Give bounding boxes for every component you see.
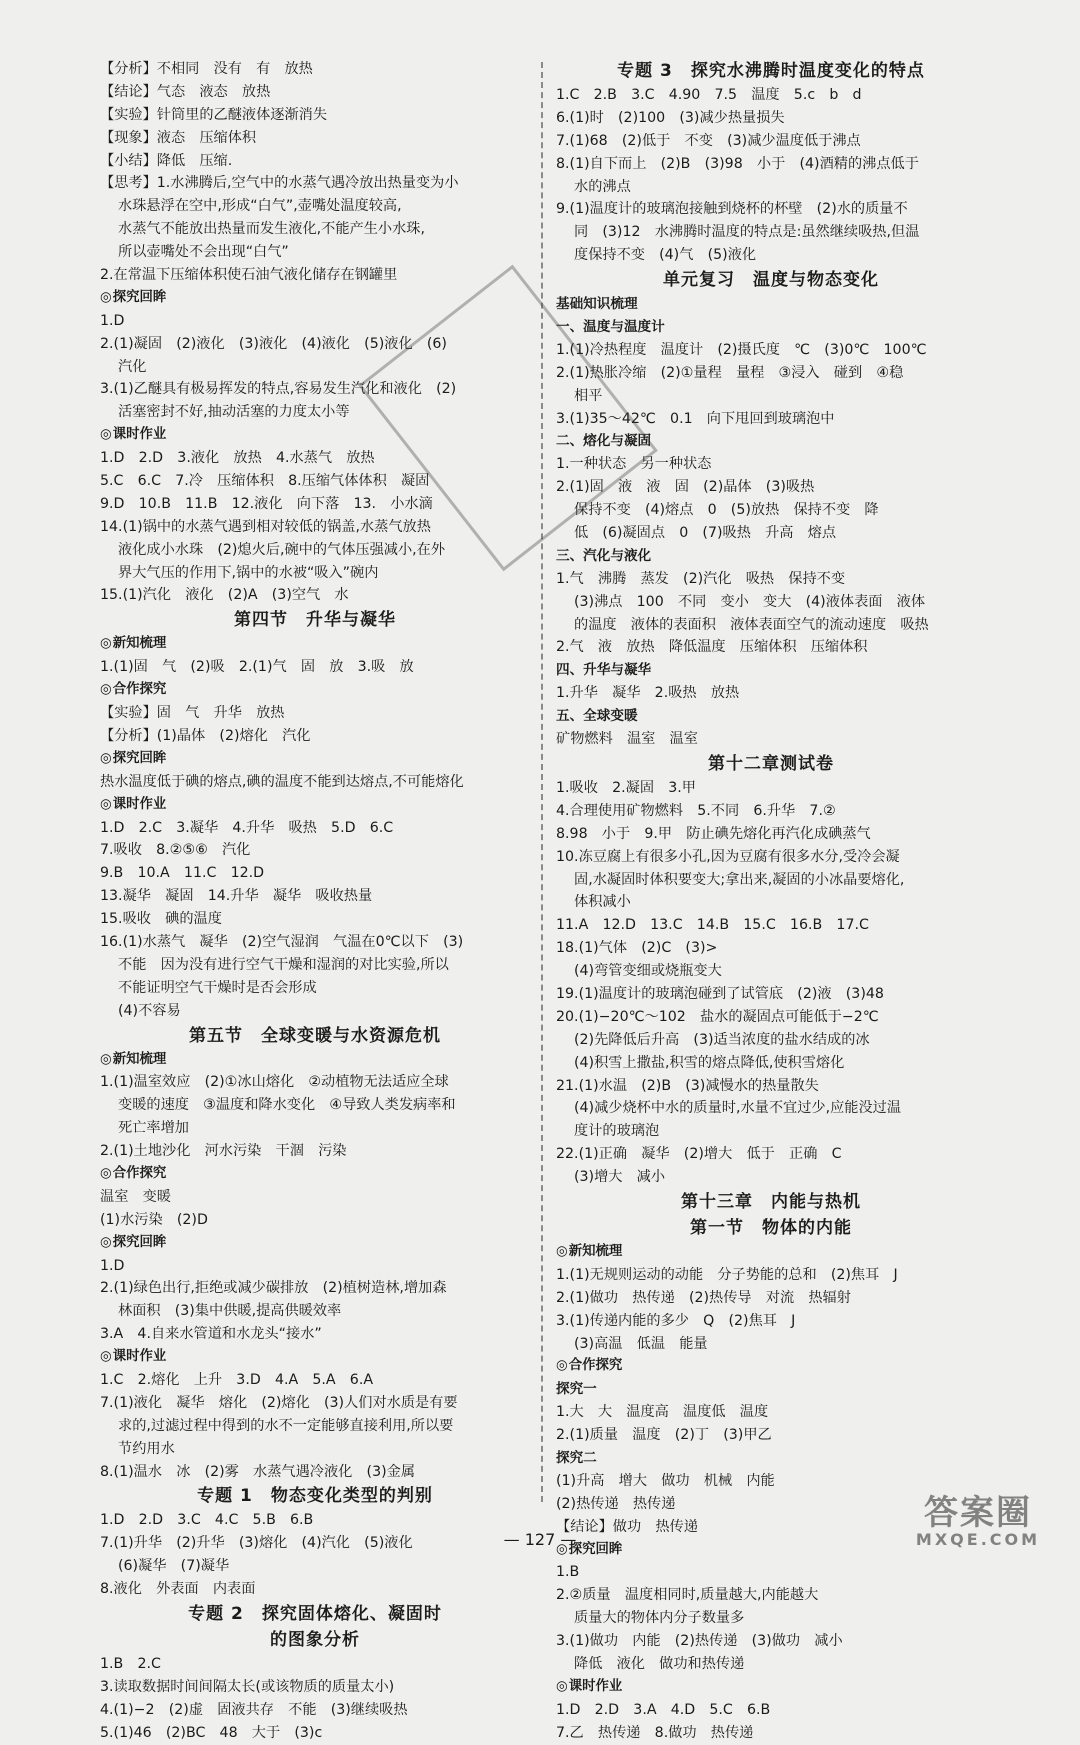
answer-line: 22.(1)正确 凝华 (2)增大 低于 正确 C (556, 1146, 842, 1163)
answer-line: 2.在常温下压缩体积使石油气液化储存在钢罐里 (100, 267, 398, 284)
answer-line: 界大气压的作用下,锅中的水被“吸入”碗内 (118, 564, 379, 581)
answer-line: 7.吸收 8.②⑤⑥ 汽化 (100, 842, 251, 859)
answer-line: 3.(1)35～42℃ 0.1 向下甩回到玻璃泡中 (556, 410, 835, 427)
answer-line: (3)高温 低温 能量 (574, 1335, 708, 1352)
answer-line: 1.(1)温室效应 (2)①冰山熔化 ②动植物无法适应全球 (100, 1074, 449, 1091)
answer-line: 相平 (574, 387, 603, 404)
topic-label: 五、全球变暖 (556, 708, 638, 725)
answer-line: 1.C 2.熔化 上升 3.D 4.A 5.A 6.A (100, 1371, 374, 1388)
answer-line: 同 (3)12 水沸腾时温度的特点是:虽然继续吸热,但温 (574, 224, 920, 241)
answer-line: 水珠悬浮在空中,形成“白气”,壶嘴处温度较高, (118, 198, 402, 215)
subsection-label: ◎ 合作探究 (556, 1355, 986, 1378)
answer-line: 质量大的物体内分子数量多 (574, 1610, 745, 1627)
answer-line: 【实验】针筒里的乙醚液体逐渐消失 (100, 106, 328, 123)
answer-line: 1.D 2.D 3.C 4.C 5.B 6.B (100, 1512, 314, 1529)
answer-line: 所以壶嘴处不会出现“白气” (118, 244, 289, 261)
answer-line: 【思考】1.水沸腾后,空气中的水蒸气遇冷放出热量变为小 (100, 175, 459, 192)
answer-line: 16.(1)水蒸气 凝华 (2)空气湿润 气温在0℃以下 (3) (100, 933, 464, 950)
topic-label: 基础知识梳理 (556, 296, 638, 313)
answer-line: 1.D 2.D 3.A 4.D 5.C 6.B (556, 1701, 771, 1718)
answer-line: (2)先降低后升高 (3)适当浓度的盐水结成的冰 (574, 1031, 870, 1048)
answer-line: 1.大 大 温度高 温度低 温度 (556, 1404, 769, 1421)
subsection-label: ◎ 探究回眸 (100, 1232, 530, 1255)
topic-label: 探究二 (556, 1449, 597, 1466)
answer-line: 矿物燃料 温室 温室 (556, 731, 698, 748)
answer-line: 1.D 2.C 3.凝华 4.升华 吸热 5.D 6.C (100, 819, 394, 836)
answer-line: (4)不容易 (118, 1002, 181, 1019)
answer-line: (2)热传递 热传递 (556, 1495, 676, 1512)
logo-url: MXQE.COM (915, 1530, 1041, 1549)
answer-line: 1.(1)冷热程度 温度计 (2)摄氏度 ℃ (3)0℃ 100℃ (556, 341, 927, 358)
answer-line: 21.(1)水温 (2)B (3)减慢水的热量散失 (556, 1077, 819, 1094)
section-heading: 单元复习 温度与物态变化 (663, 270, 879, 291)
answer-line: 13.凝华 凝固 14.升华 凝华 吸收热量 (100, 888, 373, 905)
answer-line: (4)弯管变细或烧瓶变大 (574, 963, 722, 980)
answer-line: 水的沸点 (574, 178, 631, 195)
answer-line: 9.(1)温度计的玻璃泡接触到烧杯的杯壁 (2)水的质量不 (556, 201, 908, 218)
subsection-label: ◎ 探究回眸 (100, 748, 530, 771)
answer-line: 不能 因为没有进行空气干燥和湿润的对比实验,所以 (118, 956, 449, 973)
answer-line: 1.(1)无规则运动的动能 分子势能的总和 (2)焦耳 J (556, 1266, 898, 1283)
answer-line: (4)减少烧杯中水的质量时,水量不宜过少,应能没过温 (574, 1100, 902, 1117)
answer-line: (1)升高 增大 做功 机械 内能 (556, 1472, 775, 1489)
logo-text: 答案圈 (924, 1493, 1032, 1533)
subsection-label: ◎ 合作探究 (100, 1163, 530, 1186)
answer-line: 11.A 12.D 13.C 14.B 15.C 16.B 17.C (556, 917, 869, 934)
answer-line: 8.(1)温水 冰 (2)雾 水蒸气遇冷液化 (3)金属 (100, 1463, 416, 1480)
answer-line: 15.(1)汽化 液化 (2)A (3)空气 水 (100, 587, 349, 604)
answer-line: 2.(1)土地沙化 河水污染 干涸 污染 (100, 1143, 347, 1160)
answer-line: 3.(1)传递内能的多少 Q (2)焦耳 J (556, 1312, 796, 1329)
answer-line: 固,水凝固时体积要变大;拿出来,凝固的小冰晶要熔化, (574, 871, 905, 888)
answer-line: 汽化 (118, 358, 147, 375)
topic-label: 四、升华与凝华 (556, 662, 652, 679)
subsection-label: ◎ 探究回眸 (100, 287, 530, 310)
answer-line: 2.(1)热胀冷缩 (2)①量程 量程 ③浸入 碰到 ④稳 (556, 364, 904, 381)
answer-line: 7.乙 热传递 8.做功 热传递 (556, 1724, 754, 1741)
answer-line: 1.吸收 2.凝固 3.甲 (556, 779, 696, 796)
answer-line: 度保持不变 (4)气 (5)液化 (574, 247, 757, 264)
answer-line: 的温度 液体的表面积 液体表面空气的流动速度 吸热 (574, 616, 929, 633)
answer-line: 不能证明空气干燥时是否会形成 (118, 979, 317, 996)
subsection-label: ◎ 课时作业 (100, 794, 530, 817)
answer-line: 10.冻豆腐上有很多小孔,因为豆腐有很多水分,受冷会凝 (556, 848, 900, 865)
answer-line: 液化成小水珠 (2)熄火后,碗中的气体压强减小,在外 (118, 541, 446, 558)
answer-line: 1.B 2.C (100, 1656, 161, 1672)
answer-line: (3)增大 减小 (574, 1169, 666, 1186)
answer-line: 温室 变暖 (100, 1188, 171, 1205)
answer-line: 2.(1)凝固 (2)液化 (3)液化 (4)液化 (5)液化 (6) (100, 335, 447, 352)
section-heading: 第一节 物体的内能 (690, 1217, 852, 1238)
answer-line: 【实验】固 气 升华 放热 (100, 705, 285, 722)
answer-line: 1.一种状态 另一种状态 (556, 456, 712, 473)
answer-line: 6.(1)时 (2)100 (3)减少热量损失 (556, 109, 785, 126)
answer-line: 8.液化 外表面 内表面 (100, 1581, 256, 1598)
answer-line: 5.C 6.C 7.冷 压缩体积 8.压缩气体体积 凝固 (100, 473, 430, 490)
answer-line: 3.(1)做功 内能 (2)热传递 (3)做功 减小 (556, 1633, 843, 1650)
answer-line: 4.合理使用矿物燃料 5.不同 6.升华 7.② (556, 802, 836, 819)
answer-line: 2.气 液 放热 降低温度 压缩体积 压缩体积 (556, 639, 868, 656)
answer-line: 【结论】做功 热传递 (556, 1518, 698, 1535)
answer-line: 9.B 10.A 11.C 12.D (100, 865, 265, 882)
subsection-label: ◎ 新知梳理 (100, 633, 530, 656)
subsection-label: ◎ 合作探究 (100, 679, 530, 702)
site-logo (888, 1495, 1068, 1555)
answer-line: 5.(1)46 (2)BC 48 大于 (3)c (100, 1724, 323, 1741)
section-heading: 第四节 升华与凝华 (234, 610, 396, 631)
section-heading: 专题 3 探究水沸腾时温度变化的特点 (617, 61, 925, 81)
section-heading: 的图象分析 (270, 1630, 360, 1650)
section-heading: 第十三章 内能与热机 (681, 1191, 861, 1212)
answer-line: 1.(1)固 气 (2)吸 2.(1)气 固 放 3.吸 放 (100, 659, 414, 676)
answer-line: 2.(1)绿色出行,拒绝或减少碳排放 (2)植树造林,增加森 (100, 1280, 447, 1297)
section-heading: 第十二章测试卷 (708, 753, 834, 774)
answer-line: (1)水污染 (2)D (100, 1211, 208, 1228)
answer-line: 1.气 沸腾 蒸发 (2)汽化 吸热 保持不变 (556, 570, 846, 587)
subsection-label: ◎ 探究回眸 (556, 1539, 986, 1562)
answer-line: 【分析】(1)晶体 (2)熔化 汽化 (100, 727, 311, 744)
answer-line: 7.(1)68 (2)低于 不变 (3)减少温度低于沸点 (556, 132, 861, 149)
topic-label: 探究一 (556, 1381, 597, 1398)
answer-line: 2.②质量 温度相同时,质量越大,内能越大 (556, 1587, 819, 1604)
topic-label: 一、温度与温度计 (556, 319, 665, 336)
answer-line: 3.(1)乙醚具有极易挥发的特点,容易发生汽化和液化 (2) (100, 381, 457, 398)
answer-line: 体积减小 (574, 894, 631, 911)
answer-line: 3.读取数据时间间隔太长(或该物质的质量太小) (100, 1678, 395, 1695)
answer-line: 求的,过滤过程中得到的水不一定能够直接利用,所以要 (118, 1417, 454, 1434)
subsection-label: ◎ 新知梳理 (556, 1241, 986, 1264)
page-number: — 127 — (503, 1530, 577, 1549)
left-column (100, 58, 530, 1745)
answer-line: 保持不变 (4)熔点 0 (5)放热 保持不变 降 (574, 502, 879, 519)
subsection-label: ◎ 课时作业 (556, 1676, 986, 1699)
answer-line: 4.(1)−2 (2)虚 固液共存 不能 (3)继续吸热 (100, 1701, 408, 1718)
answer-line: (3)沸点 100 不同 变小 变大 (4)液体表面 液体 (574, 593, 926, 610)
subsection-label: ◎ 课时作业 (100, 1346, 530, 1369)
answer-line: (6)凝华 (7)凝华 (118, 1558, 230, 1575)
answer-line: 8.98 小于 9.甲 防止碘先熔化再汽化成碘蒸气 (556, 825, 871, 842)
answer-line: 2.(1)做功 热传递 (2)热传导 对流 热辐射 (556, 1289, 851, 1306)
subsection-label: ◎ 课时作业 (100, 424, 530, 447)
answer-line: 【结论】气态 液态 放热 (100, 83, 271, 100)
answer-line: 20.(1)−20℃～102 盐水的凝固点可能低于−2℃ (556, 1008, 879, 1025)
answer-line: 1.D (100, 1257, 125, 1274)
answer-line: 1.升华 凝华 2.吸热 放热 (556, 685, 740, 702)
answer-line: 1.B (556, 1564, 580, 1581)
answer-line: 节约用水 (118, 1440, 175, 1457)
answer-line: 度计的玻璃泡 (574, 1123, 660, 1140)
subsection-label: ◎ 新知梳理 (100, 1049, 530, 1072)
answer-line: 3.A 4.自来水管道和水龙头“接水” (100, 1326, 322, 1343)
answer-line: 1.D (100, 312, 125, 329)
section-heading: 专题 2 探究固体熔化、凝固时 (188, 1604, 442, 1624)
answer-line: 水蒸气不能放出热量而发生液化,不能产生小水珠, (118, 221, 425, 238)
answer-line: 18.(1)气体 (2)C (3)> (556, 940, 718, 957)
answer-line: 19.(1)温度计的玻璃泡碰到了试管底 (2)液 (3)48 (556, 985, 884, 1002)
answer-line: 【现象】液态 压缩体积 (100, 129, 257, 146)
answer-line: 1.C 2.B 3.C 4.90 7.5 温度 5.c b d (556, 87, 862, 103)
answer-line: 14.(1)锅中的水蒸气遇到相对较低的锅盖,水蒸气放热 (100, 518, 431, 535)
answer-line: 林面积 (3)集中供暖,提高供暖效率 (118, 1303, 342, 1320)
topic-label: 二、熔化与凝固 (556, 433, 652, 450)
answer-line: 热水温度低于碘的熔点,碘的温度不能到达熔点,不可能熔化 (100, 773, 464, 790)
answer-line: 8.(1)自下而上 (2)B (3)98 小于 (4)酒精的沸点低于 (556, 155, 919, 172)
answer-line: 7.(1)液化 凝华 熔化 (2)熔化 (3)人们对水质是有要 (100, 1394, 458, 1411)
answer-line: 15.吸收 碘的温度 (100, 911, 222, 928)
answer-line: (4)积雪上撒盐,积雪的熔点降低,使积雪熔化 (574, 1054, 845, 1071)
answer-line: 变暖的速度 ③温度和降水变化 ④导致人类发病率和 (118, 1097, 456, 1114)
answer-line: 死亡率增加 (118, 1120, 189, 1137)
right-column (556, 58, 986, 1745)
answer-line: 2.(1)质量 温度 (2)丁 (3)甲乙 (556, 1427, 772, 1444)
topic-label: 三、汽化与液化 (556, 547, 652, 564)
answer-line: 降低 液化 做功和热传递 (574, 1656, 745, 1672)
answer-line: 【小结】降低 压缩. (100, 152, 233, 169)
section-heading: 专题 1 物态变化类型的判别 (197, 1486, 433, 1507)
section-heading: 第五节 全球变暖与水资源危机 (189, 1025, 441, 1046)
column-divider (541, 62, 543, 1502)
answer-line: 2.(1)固 液 液 固 (2)晶体 (3)吸热 (556, 479, 815, 496)
answer-line: 活塞密封不好,抽动活塞的力度太小等 (118, 404, 350, 421)
answer-line: 【分析】不相同 没有 有 放热 (100, 61, 313, 77)
answer-line: 1.D 2.D 3.液化 放热 4.水蒸气 放热 (100, 450, 375, 467)
answer-line: 低 (6)凝固点 0 (7)吸热 升高 熔点 (574, 525, 837, 542)
answer-line: 7.(1)升华 (2)升华 (3)熔化 (4)汽化 (5)液化 (100, 1535, 413, 1552)
answer-line: 9.D 10.B 11.B 12.液化 向下落 13. 小水滴 (100, 495, 433, 512)
